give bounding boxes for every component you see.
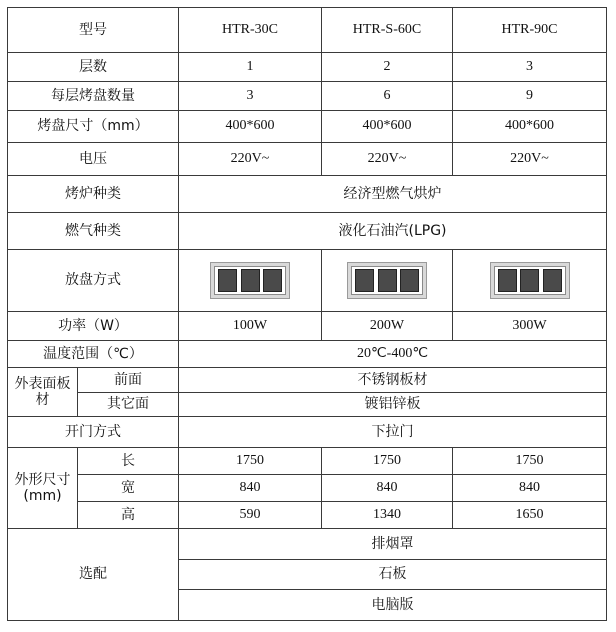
model-1: HTR-30C [179,8,322,53]
pan-icon [241,269,260,292]
label-model: 型号 [8,8,179,53]
power-3: 300W [453,312,607,341]
row-model [8,8,607,53]
pan-icon [218,269,237,292]
length-1: 1750 [179,448,322,475]
surface-front-value: 不锈钢板材 [179,368,607,393]
row-surface-other [8,393,607,417]
row-temp-range [8,341,607,368]
row-door [8,417,607,448]
row-voltage [8,143,607,176]
oven-type-value: 经济型燃气烘炉 [179,176,607,213]
option-item: 排烟罩 [179,529,607,560]
label-surface-front: 前面 [78,368,179,393]
layers-2: 2 [322,53,453,82]
label-trays-per-layer: 每层烤盘数量 [8,82,179,111]
width-2: 840 [322,475,453,502]
row-oven-type [8,176,607,213]
pan-icon [543,269,562,292]
door-value: 下拉门 [179,417,607,448]
row-tray-size [8,111,607,143]
layers-3: 3 [453,53,607,82]
row-dim-height [8,502,607,529]
row-option-1 [8,529,607,560]
label-door: 开门方式 [8,417,179,448]
row-trays-per-layer [8,82,607,111]
tray-layout-icon [347,262,427,299]
tray-size-1: 400*600 [179,111,322,143]
pan-icon [378,269,397,292]
label-tray-layout: 放盘方式 [8,250,179,312]
voltage-2: 220V~ [322,143,453,176]
tray-layout-icon [490,262,570,299]
tray-layout-cell-3 [453,250,607,312]
trays-2: 6 [322,82,453,111]
label-options: 选配 [8,529,179,621]
label-width: 宽 [78,475,179,502]
pan-icon [355,269,374,292]
label-oven-type: 烤炉种类 [8,176,179,213]
length-2: 1750 [322,448,453,475]
pan-icon [498,269,517,292]
label-tray-size: 烤盘尺寸（mm） [8,111,179,143]
power-2: 200W [322,312,453,341]
label-dimensions: 外形尺寸(mm) [8,448,78,529]
label-gas-type: 燃气种类 [8,213,179,250]
option-item: 电脑版 [179,590,607,621]
width-3: 840 [453,475,607,502]
tray-layout-cell-1 [179,250,322,312]
row-dim-width [8,475,607,502]
row-dim-length [8,448,607,475]
row-power [8,312,607,341]
length-3: 1750 [453,448,607,475]
model-3: HTR-90C [453,8,607,53]
temp-range-value: 20℃-400℃ [179,341,607,368]
row-surface-front [8,368,607,393]
label-length: 长 [78,448,179,475]
option-item: 石板 [179,560,607,590]
pan-icon [520,269,539,292]
height-1: 590 [179,502,322,529]
height-3: 1650 [453,502,607,529]
layers-1: 1 [179,53,322,82]
surface-other-value: 镀铝锌板 [179,393,607,417]
trays-3: 9 [453,82,607,111]
model-2: HTR-S-60C [322,8,453,53]
label-surface-other: 其它面 [78,393,179,417]
voltage-1: 220V~ [179,143,322,176]
label-power: 功率（W） [8,312,179,341]
row-gas-type [8,213,607,250]
spec-table [7,7,607,621]
pan-icon [263,269,282,292]
row-tray-layout [8,250,607,312]
label-layers: 层数 [8,53,179,82]
height-2: 1340 [322,502,453,529]
gas-type-value: 液化石油汽(LPG) [179,213,607,250]
power-1: 100W [179,312,322,341]
pan-icon [400,269,419,292]
label-voltage: 电压 [8,143,179,176]
label-height: 高 [78,502,179,529]
label-surface: 外表面板材 [8,368,78,417]
row-layers [8,53,607,82]
trays-1: 3 [179,82,322,111]
tray-layout-icon [210,262,290,299]
label-temp-range: 温度范围（℃） [8,341,179,368]
voltage-3: 220V~ [453,143,607,176]
tray-layout-cell-2 [322,250,453,312]
width-1: 840 [179,475,322,502]
tray-size-2: 400*600 [322,111,453,143]
tray-size-3: 400*600 [453,111,607,143]
